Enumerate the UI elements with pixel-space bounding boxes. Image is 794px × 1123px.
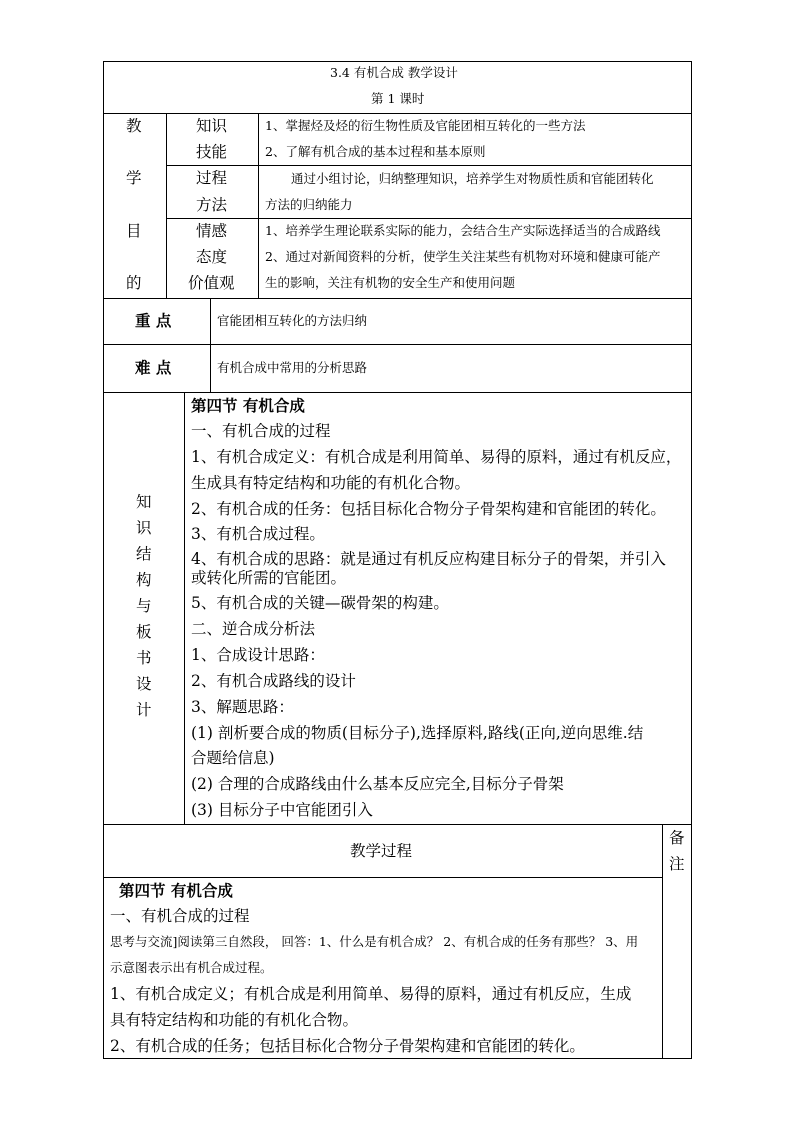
teaching-process-header: 教学过程 (350, 842, 413, 860)
board-side-label: 板 (136, 623, 152, 641)
emotion-text: 1、培养学生理论联系实际的能力，会结合生产实际选择适当的合成路线 (265, 223, 661, 238)
row-divider (103, 344, 692, 345)
board-side-label: 结 (136, 545, 152, 563)
lesson-number: 第 1 课时 (371, 91, 425, 106)
difficulty-label: 难 点 (135, 358, 172, 377)
emotion-text: 2、通过对新闻资料的分析，使学生关注某些有机物对环境和健康可能产 (265, 249, 661, 264)
board-line: 生成具有特定结构和功能的有机化合物。 (191, 474, 471, 492)
knowledge-text: 2、了解有机合成的基本过程和基本原则 (265, 144, 486, 159)
process-text: 通过小组讨论，归纳整理知识，培养学生对物质性质和官能团转化 (291, 171, 654, 186)
process-line: 2、有机合成的任务；包括目标化合物分子骨架构建和官能团的转化。 (110, 1037, 585, 1055)
process-line: 具有特定结构和功能的有机化合物。 (110, 1011, 359, 1029)
notes-header: 备 (669, 829, 685, 847)
board-side-label: 构 (136, 571, 152, 589)
key-point-text: 官能团相互转化的方法归纳 (217, 313, 368, 328)
board-side-label: 设 (136, 675, 152, 693)
col-divider (662, 824, 663, 1059)
board-line: (3) 目标分子中官能团引入 (191, 801, 373, 819)
board-side-label: 识 (136, 519, 152, 537)
process-question: 示意图表示出有机合成过程。 (110, 960, 273, 975)
board-line: 1、有机合成定义：有机合成是利用简单、易得的原料，通过有机反应， (191, 448, 682, 466)
board-line: 2、有机合成的任务：包括目标化合物分子骨架构建和官能团的转化。 (191, 500, 666, 518)
board-line: 3、有机合成过程。 (191, 525, 325, 543)
board-side-label: 计 (136, 701, 152, 719)
row-divider (103, 824, 692, 825)
row-divider (166, 165, 692, 166)
board-line: 第四节 有机合成 (191, 396, 305, 415)
board-line: 二、逆合成分析法 (191, 620, 316, 638)
board-line: 3、解题思路： (191, 698, 294, 716)
emotion-text: 生的影响，关注有机物的安全生产和使用问题 (265, 275, 516, 290)
board-side-label: 与 (136, 597, 152, 615)
objectives-side-label: 教 (126, 117, 142, 135)
knowledge-label: 技能 (196, 143, 228, 161)
process-section-title: 第四节 有机合成 (119, 881, 233, 900)
emotion-label: 情感 (196, 222, 228, 240)
process-label: 方法 (196, 196, 228, 214)
board-line: 一、有机合成的过程 (191, 422, 331, 440)
page-title: 3.4 有机合成 教学设计 (330, 65, 458, 80)
process-subtitle: 一、有机合成的过程 (110, 907, 250, 925)
process-label: 过程 (196, 169, 228, 187)
board-side-label: 书 (136, 649, 152, 667)
board-line: (2) 合理的合成路线由什么基本反应完全,目标分子骨架 (191, 775, 564, 793)
col-divider (210, 298, 211, 392)
emotion-label: 态度 (196, 248, 228, 266)
process-text: 方法的归纳能力 (265, 197, 353, 212)
board-line: 2、有机合成路线的设计 (191, 672, 356, 690)
row-divider (103, 877, 662, 878)
objectives-side-label: 目 (126, 222, 142, 240)
process-line: 1、有机合成定义；有机合成是利用简单、易得的原料，通过有机反应，生成 (110, 985, 632, 1003)
col-divider (184, 392, 185, 824)
col-divider (166, 113, 167, 298)
board-line: 合题给信息) (191, 749, 275, 767)
process-question: 思考与交流]阅读第三自然段， 回答：1、什么是有机合成？ 2、有机合成的任务有那些？ 3、用 (110, 934, 639, 949)
board-line: (1) 剖析要合成的物质(目标分子),选择原料,路线(正向,逆向思维.结 (191, 724, 644, 742)
board-line: 或转化所需的官能团。 (191, 569, 347, 587)
knowledge-label: 知识 (196, 117, 228, 135)
notes-header: 注 (669, 855, 685, 873)
row-divider (103, 113, 692, 114)
board-side-label: 知 (136, 493, 152, 511)
row-divider (103, 298, 692, 299)
objectives-side-label: 学 (126, 169, 142, 187)
emotion-label: 价值观 (188, 274, 235, 292)
difficulty-text: 有机合成中常用的分析思路 (217, 360, 368, 375)
key-point-label: 重 点 (135, 311, 172, 330)
board-line: 5、有机合成的关键—碳骨架的构建。 (191, 594, 449, 612)
objectives-side-label: 的 (126, 274, 142, 292)
col-divider (258, 113, 259, 298)
knowledge-text: 1、掌握烃及烃的衍生物性质及官能团相互转化的一些方法 (265, 118, 586, 133)
row-divider (166, 218, 692, 219)
board-line: 4、有机合成的思路：就是通过有机反应构建目标分子的骨架，并引入 (191, 550, 666, 568)
board-line: 1、合成设计思路： (191, 646, 325, 664)
row-divider (103, 392, 692, 393)
